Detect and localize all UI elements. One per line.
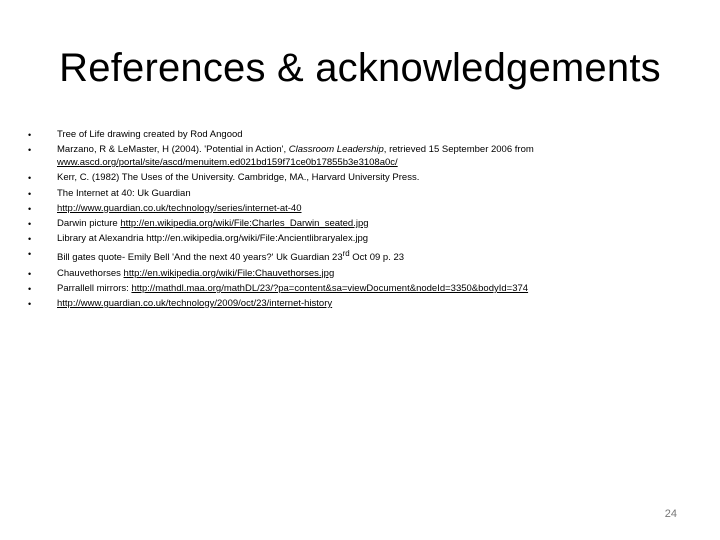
reference-text: Oct 09 p. 23	[349, 252, 405, 264]
references-list	[28, 129, 668, 313]
bullet-icon: •	[28, 188, 32, 199]
reference-italic-text: Classroom Leadership	[288, 144, 384, 156]
reference-item	[28, 298, 668, 311]
reference-item	[28, 283, 668, 296]
reference-item	[28, 268, 668, 281]
reference-text: Parrallell mirrors:	[57, 282, 132, 294]
reference-link[interactable]: http://en.wikipedia.org/wiki/File:Charles_Darwin_seated.jpg	[120, 217, 369, 229]
reference-item	[28, 233, 668, 246]
reference-item	[28, 144, 668, 170]
reference-item	[28, 218, 668, 231]
reference-text: Bill gates quote- Emily Bell 'And the next 40 years?' Uk Guardian 23	[57, 252, 343, 264]
reference-item	[28, 188, 668, 201]
reference-item	[28, 203, 668, 216]
reference-text: Tree of Life drawing created by Rod Angood	[57, 129, 243, 140]
bullet-icon: •	[28, 173, 32, 184]
reference-link[interactable]: http://en.wikipedia.org/wiki/File:Chauvethorses.jpg	[123, 267, 335, 279]
reference-item	[28, 248, 668, 265]
reference-link[interactable]: http://mathdl.maa.org/mathDL/23/?pa=content&sa=viewDocument&nodeId=3350&bodyId=374	[131, 282, 529, 294]
bullet-icon: •	[28, 145, 32, 156]
bullet-icon: •	[28, 299, 32, 310]
reference-link[interactable]: www.ascd.org/portal/site/ascd/menuitem.ed021bd159f71ce0b17855b3e3108a0c/	[57, 157, 398, 169]
bullet-icon: •	[28, 249, 32, 260]
reference-text: Marzano, R & LeMaster, H (2004). 'Potential in Action',	[57, 144, 289, 156]
reference-text: Library at Alexandria http://en.wikipedia.org/wiki/File:Ancientlibraryalex.jpg	[57, 233, 369, 245]
reference-text: Darwin picture	[57, 217, 121, 229]
bullet-icon: •	[28, 234, 32, 245]
bullet-icon: •	[28, 218, 32, 229]
bullet-icon: •	[28, 268, 32, 279]
reference-text: Chauvethorses	[57, 267, 124, 279]
reference-text: The Internet at 40: Uk Guardian	[57, 187, 191, 199]
bullet-icon: •	[28, 203, 32, 214]
reference-superscript: rd	[342, 249, 350, 259]
reference-item	[28, 129, 668, 142]
reference-link[interactable]: http://www.guardian.co.uk/technology/series/internet-at-40	[57, 202, 302, 214]
bullet-icon: •	[28, 283, 32, 294]
reference-text: Kerr, C. (1982) The Uses of the University. Cambridge, MA., Harvard University Press.	[57, 172, 420, 184]
reference-link[interactable]: http://www.guardian.co.uk/technology/2009/oct/23/internet-history	[57, 298, 333, 310]
page-number: 24	[664, 508, 677, 520]
reference-text: , retrieved 15 September 2006 from	[383, 144, 534, 156]
slide-title: References & acknowledgements	[59, 46, 661, 90]
reference-item	[28, 172, 668, 185]
bullet-icon: •	[28, 130, 32, 140]
